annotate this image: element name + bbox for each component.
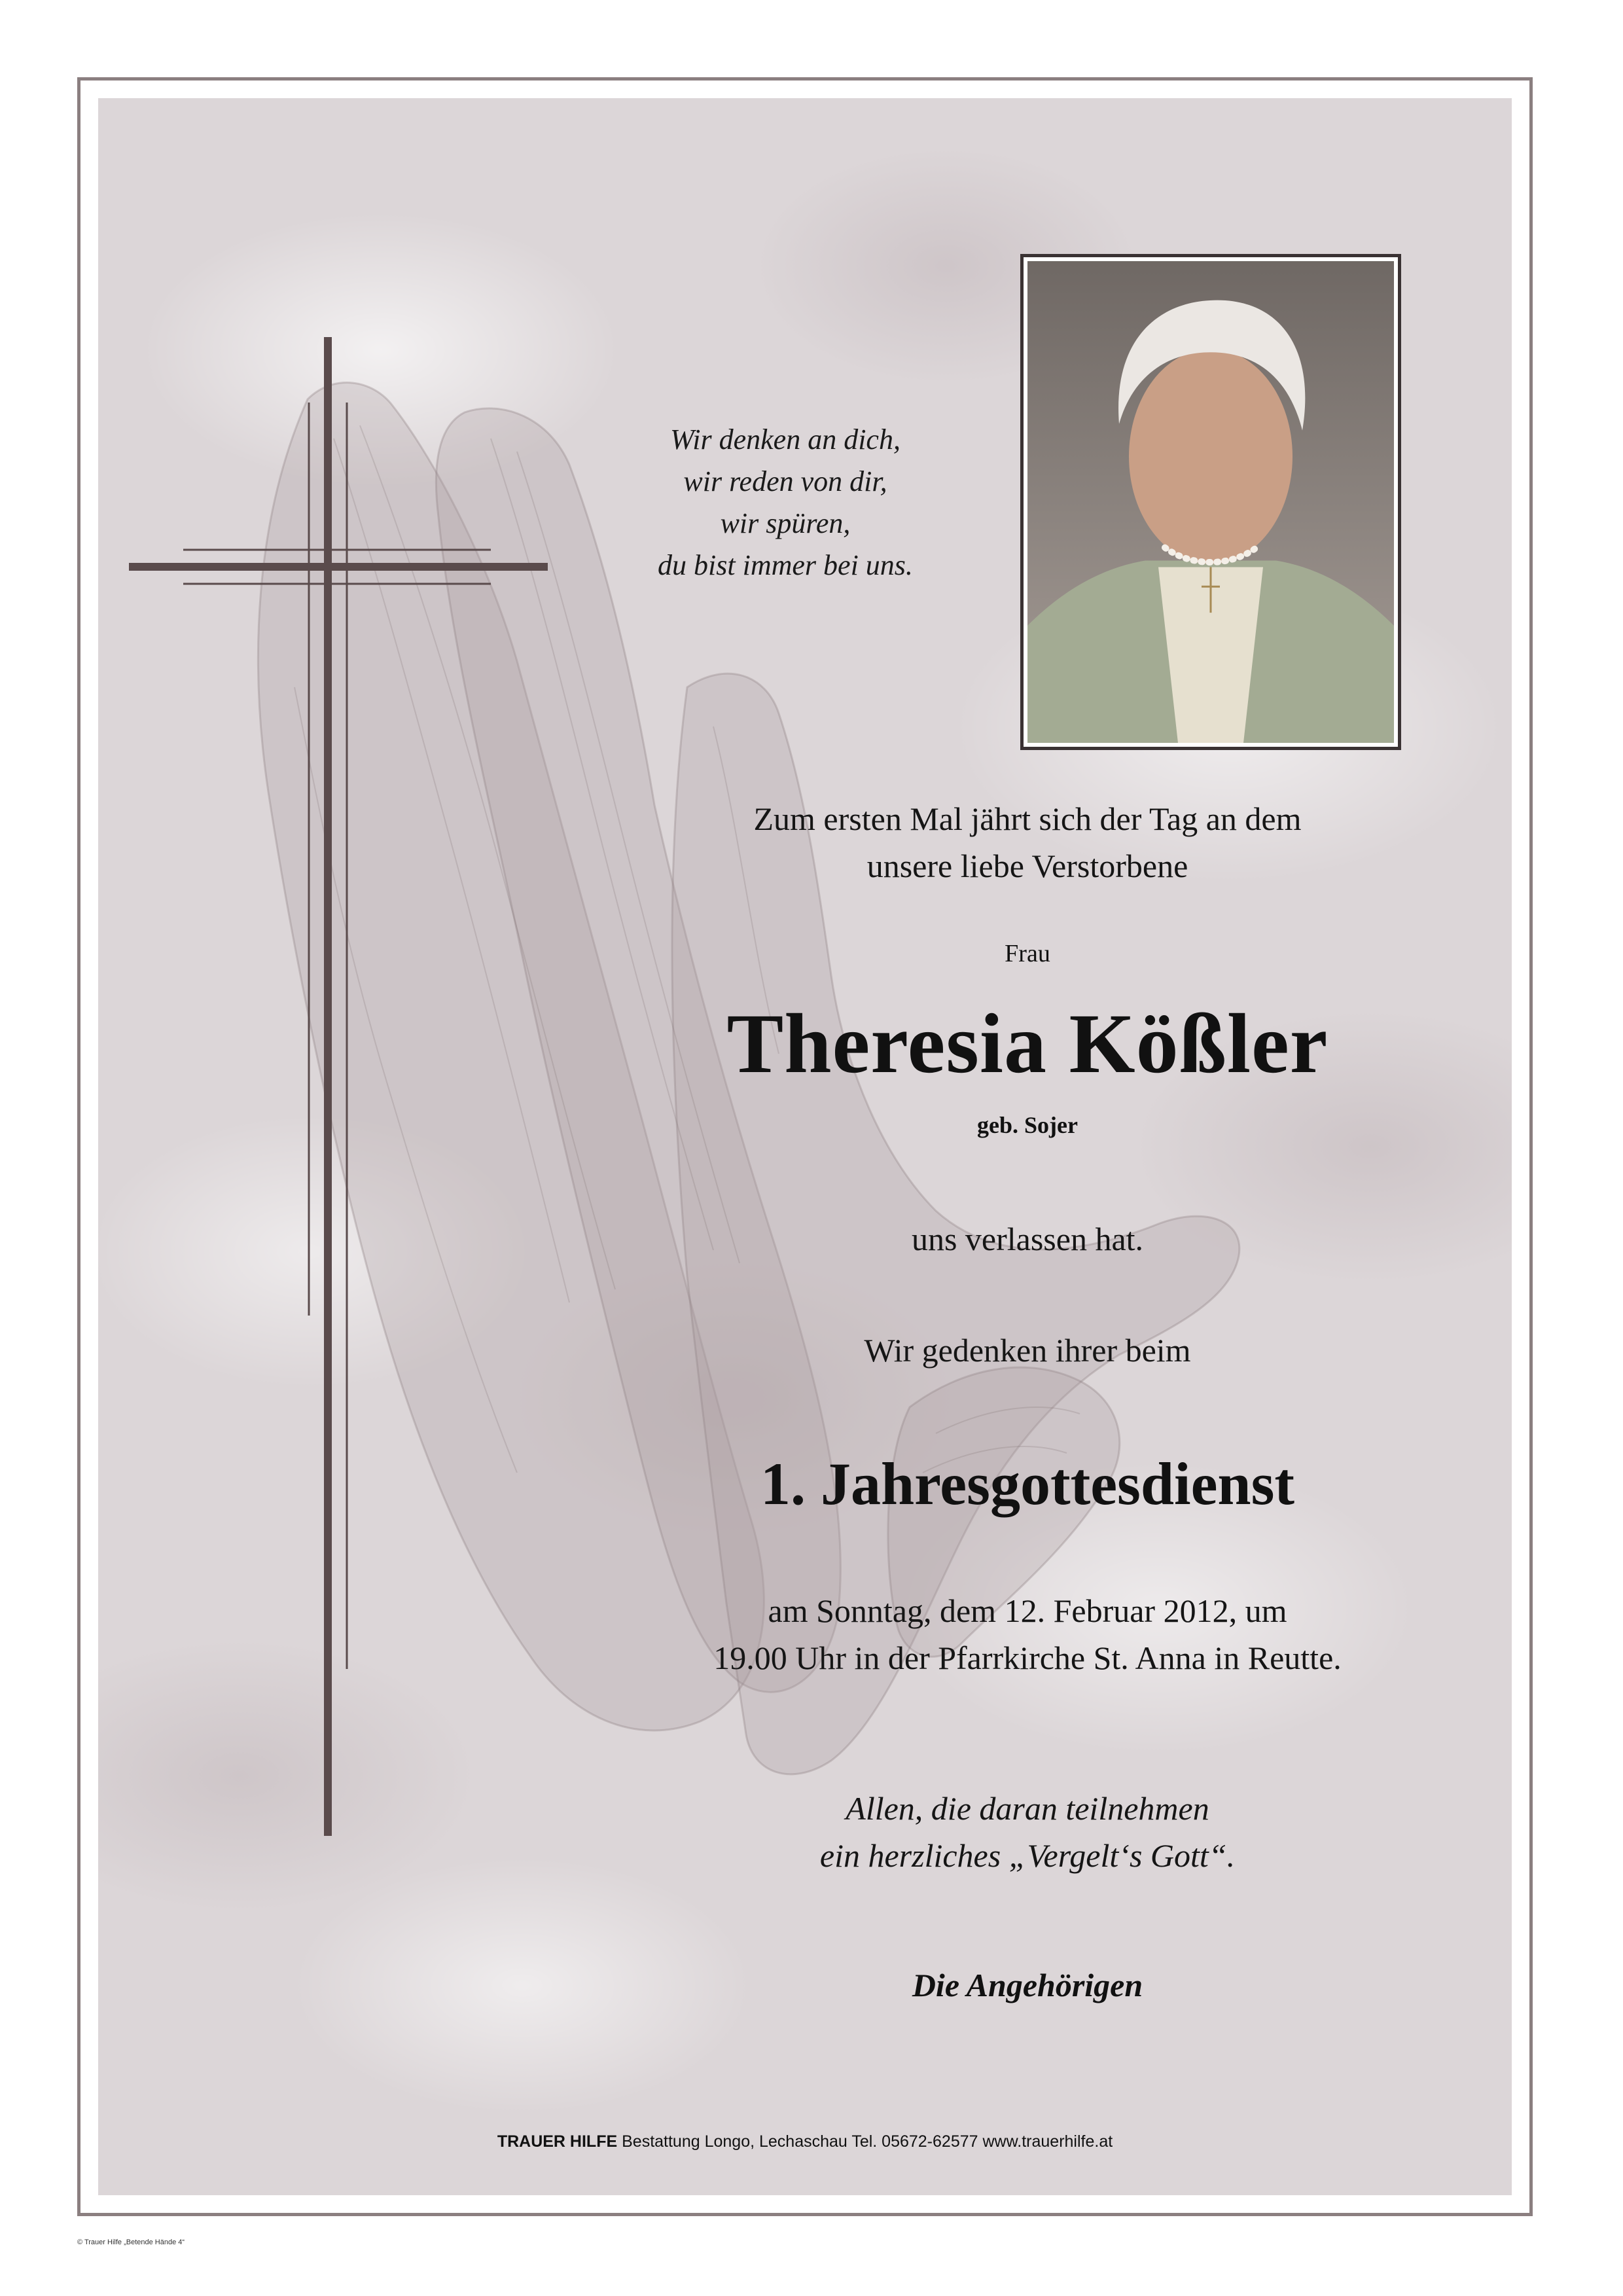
verse-line: wir spüren, — [720, 507, 851, 539]
thanks-line-2: ein herzliches „Vergelt‘s Gott“. — [819, 1837, 1236, 1874]
intro-line-1: Zum ersten Mal jährt sich der Tag an dem — [753, 800, 1302, 837]
service-line-2: 19.00 Uhr in der Pfarrkirche St. Anna in Reutte. — [713, 1640, 1342, 1676]
footer-details: Bestattung Longo, Lechaschau Tel. 05672-62577 www.trauerhilfe.at — [622, 2132, 1113, 2151]
service-title: 1. Jahresgottesdienst — [760, 1450, 1295, 1517]
intro-line-2: unsere liebe Verstorbene — [866, 848, 1188, 884]
signature: Die Angehörigen — [912, 1967, 1143, 2003]
service-line-1: am Sonntag, dem 12. Februar 2012, um — [768, 1592, 1287, 1629]
deceased-name: Theresia Kößler — [726, 997, 1329, 1091]
portrait-frame — [1020, 254, 1401, 750]
verse-line: Wir denken an dich, — [670, 423, 901, 456]
thanks-line-1: Allen, die daran teilnehmen — [846, 1790, 1209, 1827]
verse-line: wir reden von dir, — [683, 465, 887, 497]
salutation: Frau — [1005, 940, 1050, 967]
commemoration-text: Wir gedenken ihrer beim — [864, 1332, 1191, 1369]
birth-name: geb. Sojer — [977, 1112, 1078, 1138]
verse-block — [530, 419, 1041, 586]
card-panel — [98, 98, 1512, 2195]
copyright-note: © Trauer Hilfe „Betende Hände 4“ — [77, 2238, 185, 2246]
passed-text: uns verlassen hat. — [911, 1221, 1144, 1257]
footer — [98, 2132, 1512, 2151]
verse-line: du bist immer bei uns. — [658, 549, 913, 581]
portrait-photo — [1027, 261, 1394, 743]
footer-brand: TRAUER HILFE — [497, 2132, 618, 2151]
